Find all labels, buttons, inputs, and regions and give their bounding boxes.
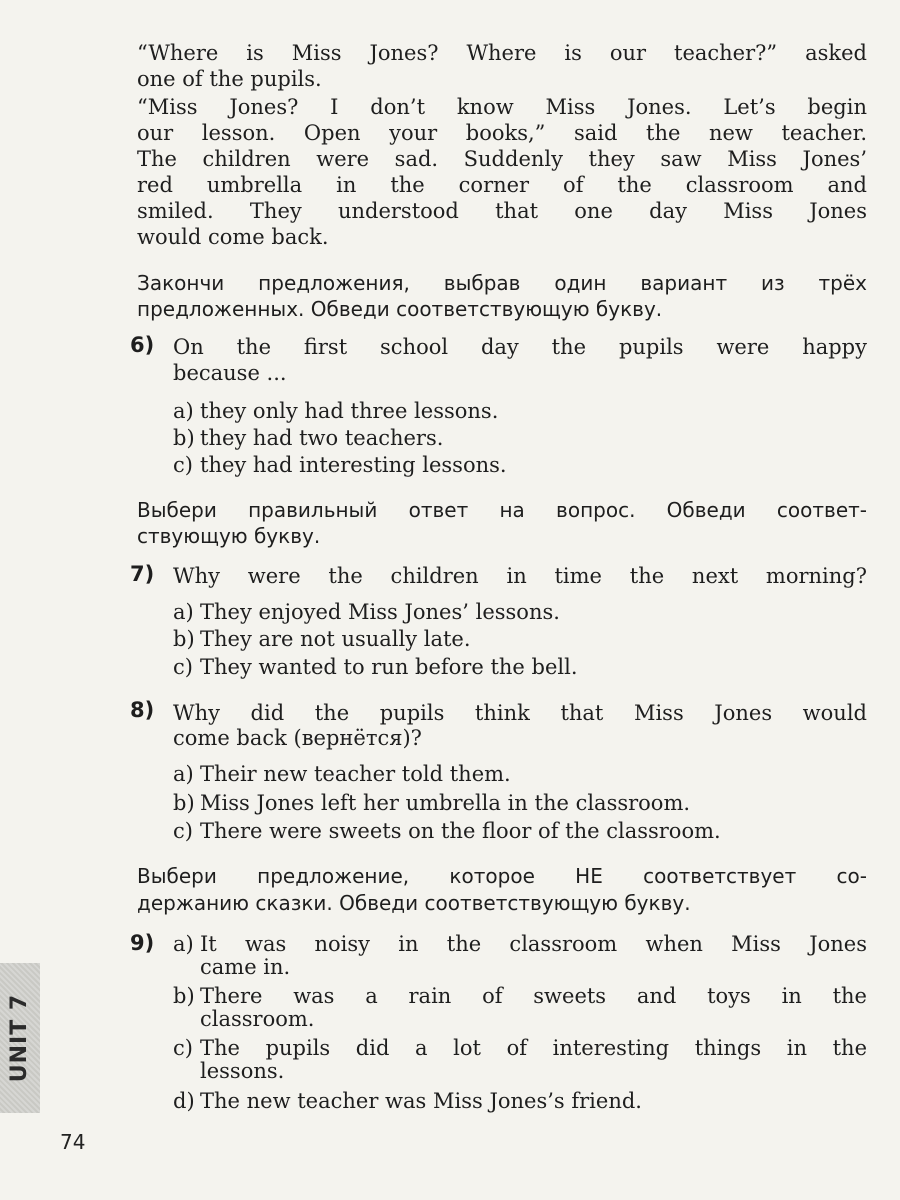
answer-option[interactable]: a) They enjoyed Miss Jones’ lessons.	[173, 600, 560, 624]
instruction-text: держанию сказки. Обведи соответствующую букву.	[137, 891, 691, 915]
page-number: 74	[60, 1130, 86, 1154]
answer-option[interactable]: c) They wanted to run before the bell.	[173, 655, 578, 679]
answer-option[interactable]: a) It was noisy in the classroom when Miss Jones came in.	[173, 932, 867, 979]
question-text: Why did the pupils think that Miss Jones would	[173, 701, 867, 725]
answer-option[interactable]: c) they had interesting lessons.	[173, 453, 507, 477]
instruction-text: ствующую букву.	[137, 524, 321, 548]
story-line: would come back.	[137, 225, 329, 249]
answer-option[interactable]: a) Their new teacher told them.	[173, 762, 511, 786]
story-line: red umbrella in the corner of the classroom and	[137, 173, 867, 197]
answer-option[interactable]: b) They are not usually late.	[173, 627, 471, 651]
question-text: come back (вернётся)?	[173, 726, 422, 750]
answer-option[interactable]: b) Miss Jones left her umbrella in the classroom.	[173, 791, 691, 815]
story-line: our lesson. Open your books,” said the new teacher.	[137, 121, 867, 145]
instruction-text: Выбери правильный ответ на вопрос. Обведи соответ-	[137, 498, 867, 522]
unit-label: UNIT 7	[7, 993, 32, 1083]
story-line: The children were sad. Suddenly they saw Miss Jones’	[137, 147, 867, 171]
story-line: smiled. They understood that one day Miss Jones	[137, 199, 867, 223]
answer-option[interactable]: c) The pupils did a lot of interesting things in the lessons.	[173, 1036, 867, 1083]
question-number: 7)	[130, 562, 155, 586]
question-text: because ...	[173, 361, 287, 385]
answer-option[interactable]: c) There were sweets on the floor of the classroom.	[173, 819, 721, 843]
answer-option[interactable]: a) they only had three lessons.	[173, 399, 499, 423]
question-text: On the first school day the pupils were happy	[173, 335, 867, 359]
instruction-text: Закончи предложения, выбрав один вариант из трёх	[137, 271, 867, 295]
question-text: Why were the children in time the next morning?	[173, 564, 867, 588]
answer-option[interactable]: d) The new teacher was Miss Jones’s friend.	[173, 1089, 642, 1113]
answer-option[interactable]: b) they had two teachers.	[173, 426, 444, 450]
instruction-text: предложенных. Обведи соответствующую букву.	[137, 297, 663, 321]
story-line: “Where is Miss Jones? Where is our teacher?” asked	[137, 41, 867, 65]
question-number: 6)	[130, 333, 155, 357]
story-line: “Miss Jones? I don’t know Miss Jones. Let’s begin	[137, 95, 867, 119]
question-number: 9)	[130, 931, 155, 955]
question-number: 8)	[130, 698, 155, 722]
instruction-text: Выбери предложение, которое НЕ соответствует со-	[137, 864, 867, 888]
unit-tab	[0, 963, 40, 1113]
story-line: one of the pupils.	[137, 67, 322, 91]
answer-option[interactable]: b) There was a rain of sweets and toys in the classroom.	[173, 984, 867, 1031]
